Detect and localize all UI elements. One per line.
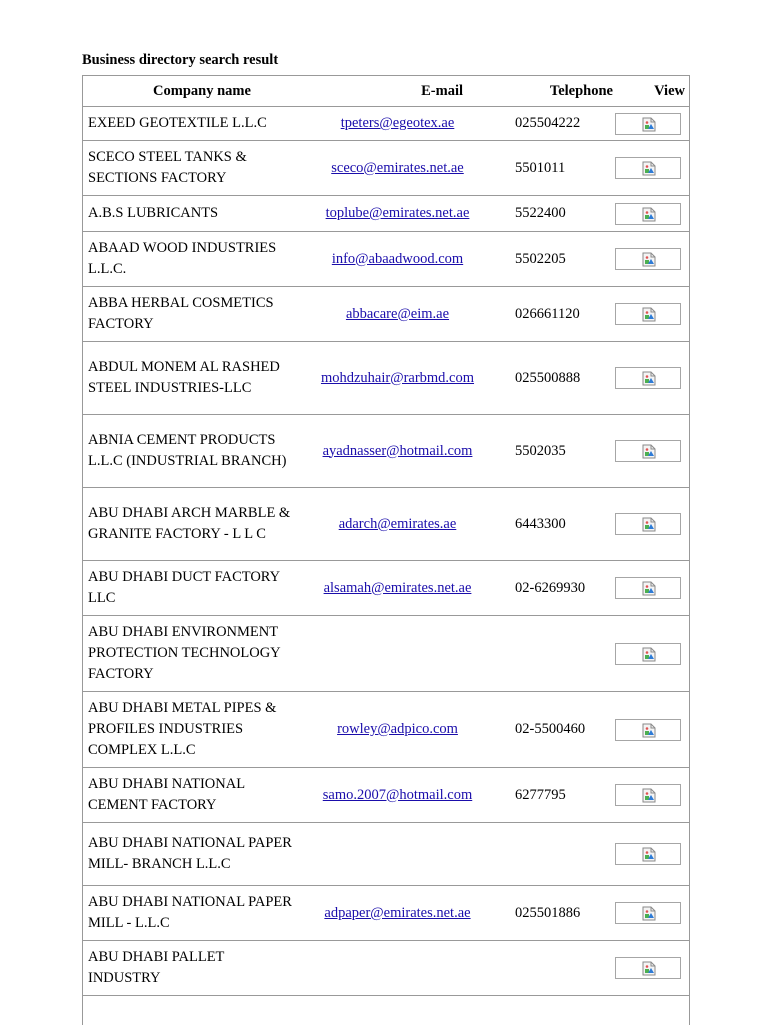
- company-name-cell: ABU DHABI METAL PIPES & PROFILES INDUSTRIES COMPLEX L.L.C: [83, 692, 293, 768]
- company-name-cell: ABU DHABI DUCT FACTORY LLC: [83, 561, 293, 616]
- email-cell: [293, 196, 499, 232]
- results-table-container: [82, 75, 690, 1025]
- view-button[interactable]: [615, 784, 681, 806]
- view-cell: [615, 196, 689, 232]
- email-cell: [293, 768, 499, 823]
- table-row: [83, 287, 689, 342]
- email-link[interactable]: adarch@emirates.ae: [338, 515, 457, 532]
- telephone-cell: 5502205: [499, 232, 615, 287]
- email-link[interactable]: ayadnasser@hotmail.com: [322, 442, 473, 459]
- view-button[interactable]: [615, 902, 681, 924]
- email-cell: [293, 342, 499, 415]
- email-cell: [293, 488, 499, 561]
- view-cell: [615, 823, 689, 886]
- email-cell: [293, 823, 499, 886]
- telephone-cell: 02-6269930: [499, 561, 615, 616]
- company-name-cell: ABU DHABI NATIONAL PAPER MILL- BRANCH L.L.C: [83, 823, 293, 886]
- email-cell: [293, 107, 499, 141]
- email-cell: [293, 287, 499, 342]
- telephone-cell: 5501011: [499, 141, 615, 196]
- view-cell: [615, 415, 689, 488]
- broken-image-icon: [642, 723, 656, 738]
- column-header-company: Company name: [83, 76, 293, 107]
- broken-image-icon: [642, 117, 656, 132]
- company-name-cell: ABAAD WOOD INDUSTRIES L.L.C.: [83, 232, 293, 287]
- telephone-cell: 5522400: [499, 196, 615, 232]
- telephone-cell: 026661120: [499, 287, 615, 342]
- table-row: [83, 692, 689, 768]
- table-row: [83, 141, 689, 196]
- email-link[interactable]: sceco@emirates.net.ae: [331, 159, 464, 176]
- email-link[interactable]: tpeters@egeotex.ae: [340, 115, 455, 131]
- table-header-row: [83, 76, 689, 107]
- company-name-cell: ABU DHABI ENVIRONMENT PROTECTION TECHNOLOGY FACTORY: [83, 616, 293, 692]
- company-name-cell: ABNIA CEMENT PRODUCTS L.L.C (INDUSTRIAL BRANCH): [83, 415, 293, 488]
- view-button[interactable]: [615, 203, 681, 225]
- view-cell: [615, 561, 689, 616]
- broken-image-icon: [642, 647, 656, 662]
- telephone-cell: [499, 941, 615, 996]
- telephone-cell: 025504222: [499, 107, 615, 141]
- telephone-cell: 6277795: [499, 768, 615, 823]
- company-name-cell: ABU DHABI PALLET INDUSTRY: [83, 941, 293, 996]
- view-cell: [615, 141, 689, 196]
- broken-image-icon: [642, 444, 656, 459]
- table-row: [83, 232, 689, 287]
- telephone-cell: [499, 823, 615, 886]
- company-name-cell: ABU DHABI ARCH MARBLE & GRANITE FACTORY - L L C: [83, 488, 293, 561]
- email-cell: [293, 886, 499, 941]
- view-button[interactable]: [615, 303, 681, 325]
- view-cell: [615, 886, 689, 941]
- view-button[interactable]: [615, 577, 681, 599]
- email-link[interactable]: toplube@emirates.net.ae: [325, 205, 470, 221]
- company-name-cell: EXEED GEOTEXTILE L.L.C: [83, 107, 293, 141]
- column-header-email: E-mail: [293, 76, 499, 107]
- company-name-cell: A.B.S LUBRICANTS: [83, 196, 293, 232]
- broken-image-icon: [642, 252, 656, 267]
- company-name-cell: ABBA HERBAL COSMETICS FACTORY: [83, 287, 293, 342]
- broken-image-icon: [642, 847, 656, 862]
- company-name-cell: ABDUL MONEM AL RASHED STEEL INDUSTRIES-LLC: [83, 342, 293, 415]
- email-cell: [293, 941, 499, 996]
- view-button[interactable]: [615, 513, 681, 535]
- column-header-telephone: Telephone: [499, 76, 615, 107]
- email-cell: [293, 232, 499, 287]
- telephone-cell: 5502035: [499, 415, 615, 488]
- view-cell: [615, 342, 689, 415]
- telephone-cell: 025501886: [499, 886, 615, 941]
- email-cell: [293, 692, 499, 768]
- email-cell: [293, 561, 499, 616]
- view-cell: [615, 232, 689, 287]
- broken-image-icon: [642, 581, 656, 596]
- view-button[interactable]: [615, 440, 681, 462]
- view-button[interactable]: [615, 367, 681, 389]
- email-cell: [293, 141, 499, 196]
- column-header-view: View: [615, 76, 689, 107]
- view-button[interactable]: [615, 843, 681, 865]
- view-cell: [615, 107, 689, 141]
- table-row: [83, 342, 689, 415]
- broken-image-icon: [642, 788, 656, 803]
- table-row: [83, 823, 689, 886]
- email-link[interactable]: adpaper@emirates.net.ae: [324, 904, 471, 921]
- view-cell: [615, 692, 689, 768]
- view-button[interactable]: [615, 113, 681, 135]
- email-link[interactable]: alsamah@emirates.net.ae: [323, 579, 472, 596]
- telephone-cell: 6443300: [499, 488, 615, 561]
- email-cell: [293, 616, 499, 692]
- table-row: [83, 107, 689, 141]
- telephone-cell: 02-5500460: [499, 692, 615, 768]
- email-link[interactable]: abbacare@eim.ae: [345, 305, 450, 322]
- view-button[interactable]: [615, 719, 681, 741]
- company-name-cell: ABU DHABI NATIONAL CEMENT FACTORY: [83, 768, 293, 823]
- company-name-cell: ABU DHABI NATIONAL PAPER MILL - L.L.C: [83, 886, 293, 941]
- broken-image-icon: [642, 371, 656, 386]
- broken-image-icon: [642, 161, 656, 176]
- table-row: [83, 415, 689, 488]
- broken-image-icon: [642, 906, 656, 921]
- view-button[interactable]: [615, 157, 681, 179]
- table-row: [83, 488, 689, 561]
- table-row: [83, 196, 689, 232]
- view-cell: [615, 488, 689, 561]
- page-title: Business directory search result: [82, 52, 279, 68]
- view-cell: [615, 768, 689, 823]
- broken-image-icon: [642, 517, 656, 532]
- table-row: [83, 886, 689, 941]
- broken-image-icon: [642, 961, 656, 976]
- email-link[interactable]: mohdzuhair@rarbmd.com: [320, 369, 475, 386]
- email-cell: [293, 415, 499, 488]
- table-row: [83, 941, 689, 996]
- results-table: [83, 76, 689, 996]
- view-button[interactable]: [615, 643, 681, 665]
- table-row: [83, 616, 689, 692]
- telephone-cell: 025500888: [499, 342, 615, 415]
- telephone-cell: [499, 616, 615, 692]
- table-row: [83, 768, 689, 823]
- view-cell: [615, 616, 689, 692]
- view-cell: [615, 941, 689, 996]
- broken-image-icon: [642, 307, 656, 322]
- view-button[interactable]: [615, 957, 681, 979]
- broken-image-icon: [642, 207, 656, 222]
- email-link[interactable]: rowley@adpico.com: [337, 721, 458, 737]
- view-button[interactable]: [615, 248, 681, 270]
- company-name-cell: SCECO STEEL TANKS & SECTIONS FACTORY: [83, 141, 293, 196]
- view-cell: [615, 287, 689, 342]
- table-row: [83, 561, 689, 616]
- email-link[interactable]: samo.2007@hotmail.com: [322, 786, 473, 803]
- email-link[interactable]: info@abaadwood.com: [331, 250, 464, 267]
